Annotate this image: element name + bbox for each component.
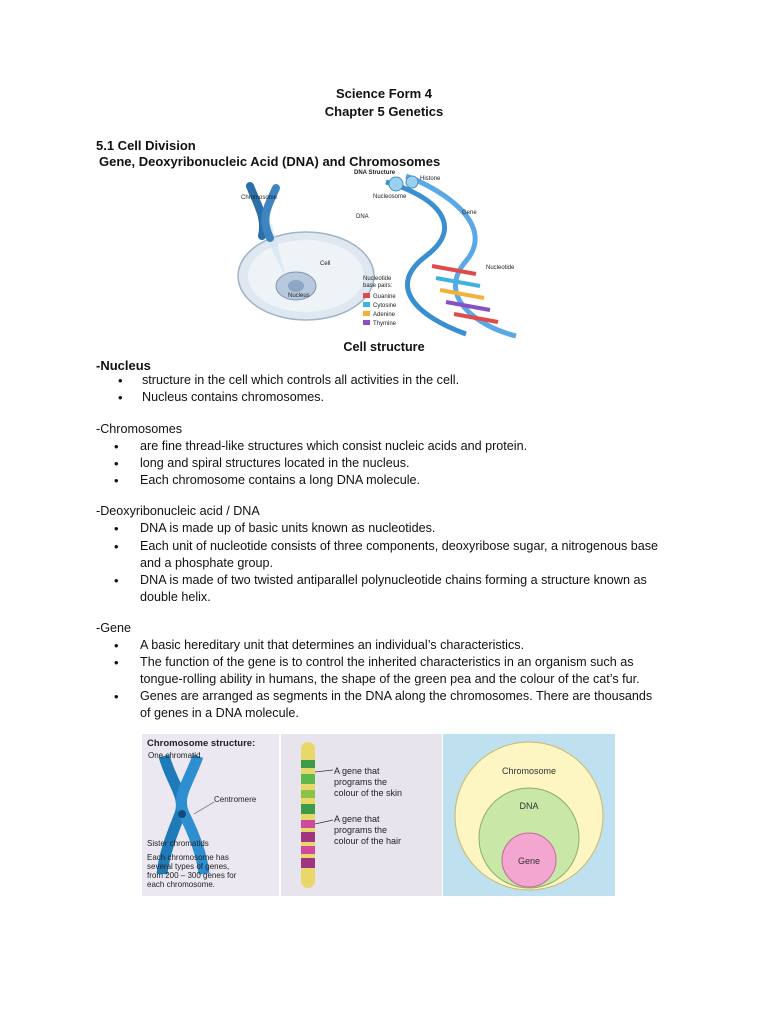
label-hair-gene-line: colour of the hair — [334, 836, 402, 846]
label-base-pairs-2: base pairs: — [363, 283, 393, 289]
gene-item: • A basic hereditary unit that determines an individual’s characteristics. — [140, 637, 524, 654]
dna-item-continuation: double helix. — [140, 590, 211, 604]
label-skin-gene-line: A gene that — [334, 766, 380, 776]
label-base-pairs-1: Nucleotide — [363, 276, 392, 282]
label-hair-gene-line: programs the — [334, 825, 388, 835]
label-cell: Cell — [320, 261, 331, 267]
label-chromosome: Chromosome — [241, 195, 278, 201]
chromosome-note-line: Each chromosome has — [147, 853, 229, 862]
label-cytosine: Cytosine — [373, 303, 397, 309]
label-hair-gene-line: A gene that — [334, 814, 380, 824]
gene-item-continuation: tongue-rolling ability in humans, the shape of the green pea and the colour of the cat’s fur. — [140, 672, 640, 686]
dna-heading: -Deoxyribonucleic acid / DNA — [96, 504, 260, 518]
nucleus-item: • structure in the cell which controls all activities in the cell. — [142, 372, 459, 389]
chromosome-structure-figure — [142, 734, 279, 896]
chromosomes-heading: -Chromosomes — [96, 422, 183, 436]
chromosome-note-line: from 200 – 300 genes for — [147, 871, 237, 880]
dna-item: • DNA is made up of basic units known as nucleotides. — [140, 520, 435, 537]
gene-banding-figure — [281, 734, 442, 896]
label-centromere: Centromere — [214, 795, 257, 804]
cell-structure-figure — [236, 166, 526, 342]
label-nucleotide: Nucleotide — [486, 265, 515, 271]
label-dna-structure: DNA Structure — [354, 170, 396, 176]
dna-item-continuation: and a phosphate group. — [140, 556, 274, 570]
nucleus-heading: -Nucleus — [96, 358, 151, 373]
label-one-chromatid: One chromatid — [148, 751, 201, 760]
label-nucleus: Nucleus — [288, 293, 310, 299]
gene-item-continuation: of genes in a DNA molecule. — [140, 706, 299, 720]
chromosome-note-line: several types of genes, — [147, 862, 230, 871]
label-circle-dna: DNA — [519, 801, 539, 811]
gene-item: • Genes are arranged as segments in the DNA along the chromosomes. There are thousands — [140, 688, 652, 705]
nucleus-item: • Nucleus contains chromosomes. — [142, 389, 324, 406]
label-nucleosome: Nucleosome — [373, 194, 407, 200]
label-histone: Histone — [420, 176, 441, 182]
label-skin-gene-line: colour of the skin — [334, 788, 403, 798]
chromosomes-item: • long and spiral structures located in the nucleus. — [140, 455, 410, 472]
chromosome-note-line: each chromosome. — [147, 880, 216, 889]
nested-circles-figure — [443, 734, 615, 896]
label-circle-gene: Gene — [517, 856, 541, 866]
label-gene: Gene — [462, 210, 477, 216]
dna-item: • Each unit of nucleotide consists of three components, deoxyribose sugar, a nitrogenous base — [140, 538, 658, 555]
chapter-title: Chapter 5 Genetics — [324, 104, 444, 119]
chromosomes-item: • are fine thread-like structures which consist nucleic acids and protein. — [140, 438, 527, 455]
label-dna: DNA — [356, 214, 369, 220]
label-adenine: Adenine — [373, 312, 396, 318]
gene-item: • The function of the gene is to control the inherited characteristics in an organism such as — [140, 654, 634, 671]
section-subtitle: Gene, Deoxyribonucleic Acid (DNA) and Chromosomes — [99, 154, 441, 169]
label-circle-chromosome: Chromosome — [501, 766, 557, 776]
label-guanine: Guanine — [373, 294, 396, 300]
label-sister-chromatids: Sister chromatids — [147, 839, 209, 848]
gene-heading: -Gene — [96, 621, 132, 635]
figure-caption: Cell structure — [343, 340, 425, 354]
chromosome-structure-title: Chromosome structure: — [147, 738, 256, 749]
dna-item: • DNA is made of two twisted antiparallel polynucleotide chains forming a structure known as — [140, 572, 647, 589]
section-title: 5.1 Cell Division — [96, 138, 196, 153]
label-thymine: Thymine — [373, 321, 397, 327]
label-skin-gene-line: programs the — [334, 777, 388, 787]
chromosomes-item: • Each chromosome contains a long DNA molecule. — [140, 472, 420, 489]
document-title: Science Form 4 — [335, 86, 433, 101]
